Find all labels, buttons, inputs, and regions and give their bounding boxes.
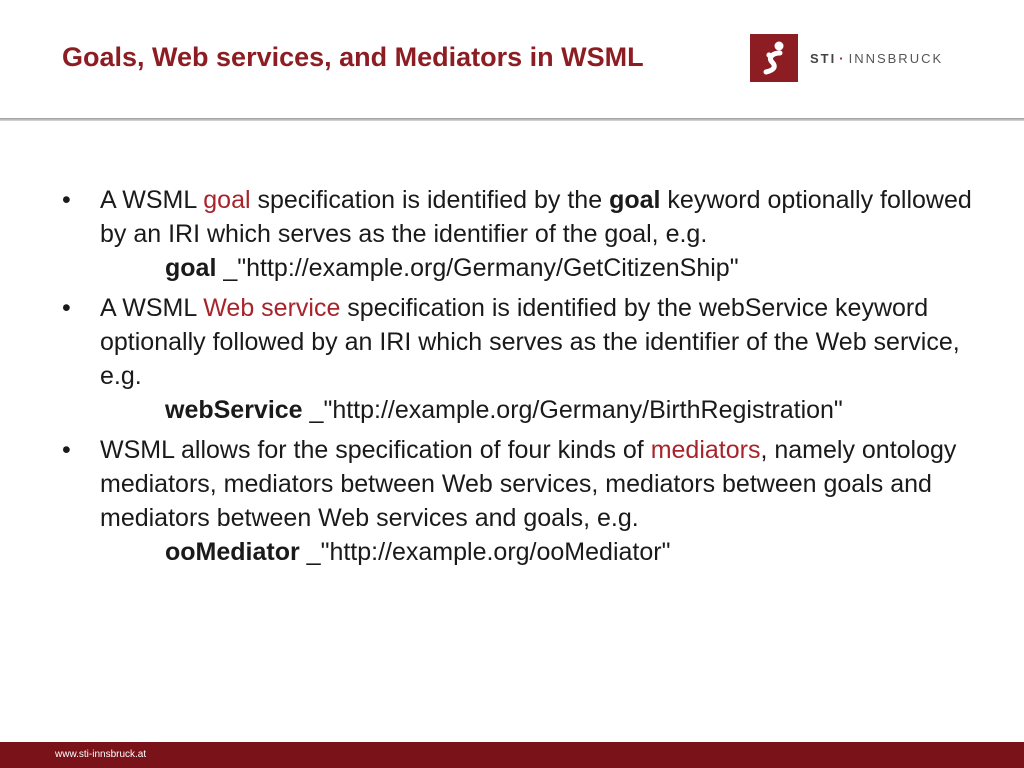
bullet-text: , namely ontology mediators, mediators between Web services, mediators between goals and mediators between Web services and goals, e.g. xyxy=(100,436,957,532)
bullet-text: A WSML xyxy=(100,186,204,214)
bullet-marker: • xyxy=(62,294,71,322)
bullet-text: specification is identified by the xyxy=(250,186,610,214)
header-divider xyxy=(0,118,1024,121)
logo-name-rest: INNSBRUCK xyxy=(848,50,944,66)
bullet-marker: • xyxy=(62,186,71,214)
bullet-text: specification is identified by the webService keyword optionally followed by an IRI which serves as the identifier of the Web service, e.g. xyxy=(100,294,960,390)
sti-innsbruck-logo xyxy=(750,34,943,82)
code-example-web-service xyxy=(62,393,972,427)
code-example-mediator xyxy=(62,535,972,569)
example-keyword: webService xyxy=(165,396,303,424)
highlight-term: mediators xyxy=(650,436,761,464)
highlight-term: Web service xyxy=(203,294,341,322)
bullet-marker: • xyxy=(62,436,71,464)
footer-url: www.sti-innsbruck.at xyxy=(55,749,147,760)
example-iri: _"http://example.org/Germany/GetCitizenShip" xyxy=(216,254,739,282)
bullet-goal xyxy=(62,183,972,251)
example-iri: _"http://example.org/Germany/BirthRegistration" xyxy=(302,396,843,424)
logo-wordmark xyxy=(810,51,943,66)
logo-name-strong: STI xyxy=(810,50,837,66)
example-keyword: ooMediator xyxy=(165,538,300,566)
bullet-mediators xyxy=(62,433,972,535)
logo-separator: · xyxy=(839,50,846,66)
slide-body xyxy=(62,183,972,575)
example-iri: _"http://example.org/ooMediator" xyxy=(299,538,671,566)
bold-keyword: goal xyxy=(609,186,661,214)
sti-logo-icon xyxy=(750,34,798,82)
bullet-text: A WSML xyxy=(100,294,204,322)
example-keyword: goal xyxy=(165,254,217,282)
bullet-text: keyword optionally followed by an IRI which serves as the identifier of the goal, e.g. xyxy=(100,186,972,248)
bullet-web-service xyxy=(62,291,972,393)
code-example-goal xyxy=(62,251,972,285)
slide-title: Goals, Web services, and Mediators in WSML xyxy=(62,42,644,72)
footer-bar xyxy=(0,742,1024,768)
bullet-text: WSML allows for the specification of four kinds of xyxy=(100,436,651,464)
highlight-term: goal xyxy=(203,186,251,214)
